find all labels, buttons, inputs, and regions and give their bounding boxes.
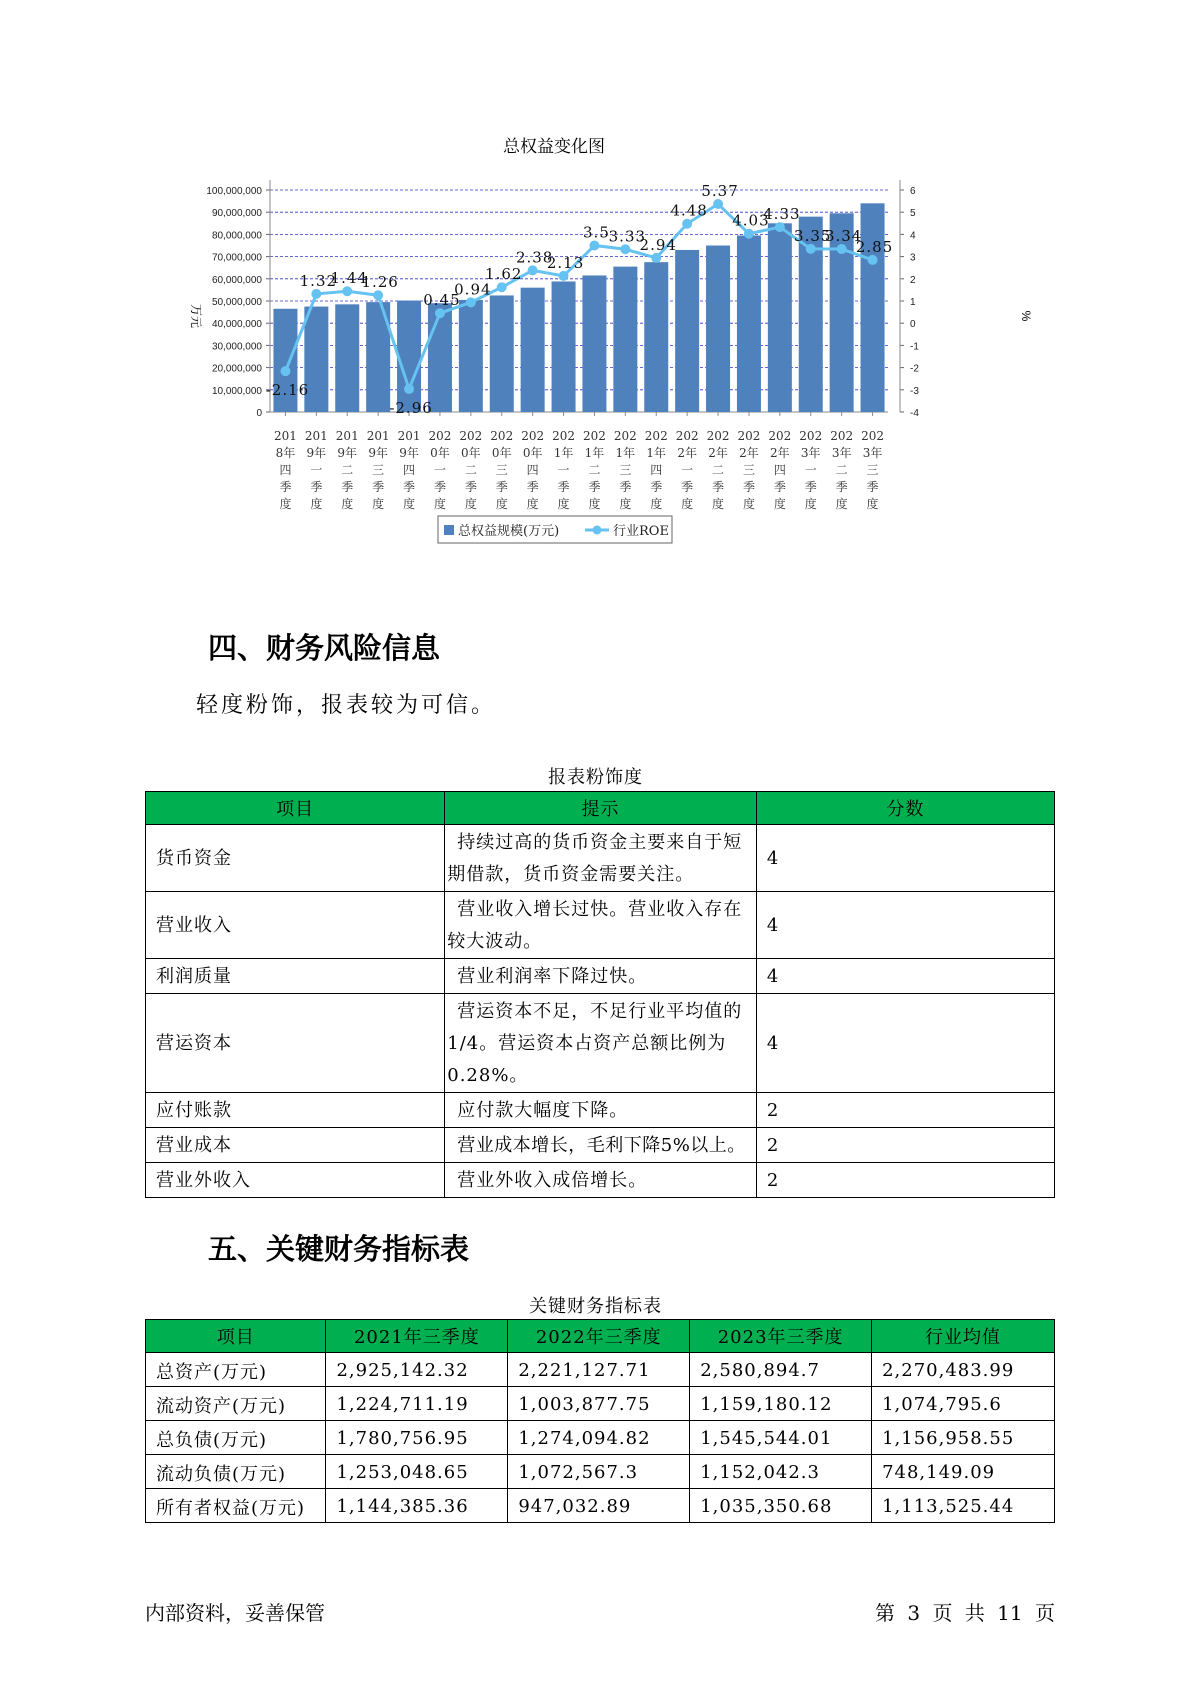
table-row [146, 1163, 1055, 1198]
kpi-table [145, 1319, 1055, 1523]
table-cell: 2,221,127.71 [508, 1353, 690, 1387]
x-tick-label: 0年 [491, 446, 512, 460]
x-tick-label: 202 [768, 429, 792, 443]
roe-point [497, 282, 507, 292]
roe-point [466, 297, 476, 307]
y-left-tick-label: 10,000,000 [211, 385, 262, 397]
table-cell: 748,149.09 [872, 1455, 1055, 1489]
risk-score: 2 [756, 1163, 1054, 1198]
x-tick-label: 202 [861, 429, 885, 443]
x-tick-label: 一 [433, 463, 446, 477]
roe-data-label: 0.94 [454, 280, 492, 299]
x-tick-label: 202 [459, 429, 483, 443]
table-row [146, 959, 1055, 994]
y-right-tick-label: 1 [910, 297, 916, 308]
x-tick-label: 季 [341, 480, 354, 494]
x-tick-label: 度 [773, 497, 786, 511]
x-tick-label: 201 [304, 429, 328, 443]
y-right-tick-label: -3 [910, 385, 919, 397]
x-tick-label: 202 [490, 429, 514, 443]
y-left-axis-title: 万元 [189, 303, 203, 329]
roe-data-label: -2.96 [389, 398, 433, 417]
x-tick-label: 季 [279, 480, 292, 494]
roe-data-label: 3.33 [608, 227, 647, 246]
table-cell: 1,003,877.75 [508, 1387, 690, 1421]
x-tick-label: 度 [279, 497, 292, 511]
table-cell: 总负债(万元) [146, 1421, 326, 1455]
x-tick-label: 度 [433, 497, 446, 511]
table-cell: 流动负债(万元) [146, 1455, 326, 1489]
y-right-axis-title: % [1019, 310, 1033, 322]
x-tick-label: 度 [742, 497, 755, 511]
table-cell: 1,545,544.01 [690, 1421, 872, 1455]
x-tick-label: 202 [706, 429, 730, 443]
column-header: 行业均值 [872, 1320, 1055, 1353]
y-right-tick-label: 2 [910, 274, 916, 286]
x-tick-label: 三 [619, 463, 632, 477]
x-tick-label: 度 [372, 497, 385, 511]
x-tick-label: 三 [866, 463, 879, 477]
x-tick-label: 度 [341, 497, 354, 511]
y-left-tick-label: 0 [256, 408, 262, 419]
x-tick-label: 3年 [800, 446, 821, 460]
bar [706, 246, 730, 413]
footer-confidential: 内部资料，妥善保管 [145, 1601, 325, 1625]
x-tick-label: 四 [650, 463, 663, 477]
x-tick-label: 季 [681, 480, 694, 494]
equity-chart-svg [160, 130, 1033, 600]
chart-title: 总权益变化图 [503, 137, 605, 157]
table-cell: 总资产(万元) [146, 1353, 326, 1387]
table-cell: 2,580,894.7 [690, 1353, 872, 1387]
x-tick-label: 度 [495, 497, 508, 511]
x-tick-label: 1年 [584, 446, 605, 460]
table-cell: 1,156,958.55 [872, 1421, 1055, 1455]
risk-hint: 营业收入增长过快。营业收入存在较大波动。 [445, 892, 757, 959]
x-tick-label: 202 [737, 429, 761, 443]
column-header: 项目 [146, 1320, 326, 1353]
risk-table [145, 791, 1055, 1198]
x-tick-label: 0年 [522, 446, 543, 460]
table-cell: 1,253,048.65 [326, 1455, 508, 1489]
roe-point [682, 219, 692, 229]
bar [552, 281, 576, 412]
table-row [146, 892, 1055, 959]
x-tick-label: 202 [675, 429, 699, 443]
table-cell: 1,035,350.68 [690, 1489, 872, 1523]
bar [335, 304, 359, 412]
table-row [146, 1455, 1055, 1489]
roe-point [806, 244, 816, 254]
roe-point [280, 366, 290, 376]
risk-score: 4 [756, 959, 1054, 994]
x-tick-label: 9年 [399, 446, 419, 460]
table-row [146, 1387, 1055, 1421]
x-tick-label: 季 [464, 480, 477, 494]
x-tick-label: 四 [403, 463, 416, 477]
x-tick-label: 202 [799, 429, 823, 443]
x-tick-label: 9年 [368, 446, 388, 460]
risk-item: 营运资本 [146, 994, 445, 1093]
risk-score: 2 [756, 1128, 1054, 1163]
y-left-tick-label: 20,000,000 [211, 363, 262, 375]
risk-score: 4 [756, 994, 1054, 1093]
table-row [146, 825, 1055, 892]
y-right-tick-label: -1 [910, 341, 919, 353]
table-header-row [146, 792, 1055, 825]
x-tick-label: 201 [335, 429, 359, 443]
x-tick-label: 3年 [862, 446, 883, 460]
roe-point [373, 290, 383, 300]
section4-heading: 四、财务风险信息 [208, 631, 441, 665]
x-tick-label: 2年 [708, 446, 728, 460]
x-tick-label: 季 [495, 480, 508, 494]
x-tick-label: 度 [526, 497, 539, 511]
legend-bar-label: 总权益规模(万元) [458, 524, 560, 539]
x-tick-label: 9年 [337, 446, 358, 460]
y-right-tick-label: 0 [910, 319, 916, 331]
table-header-row [146, 1320, 1055, 1353]
x-tick-label: 202 [830, 429, 854, 443]
y-right-tick-label: 3 [910, 252, 916, 264]
y-right-tick-label: 6 [910, 186, 916, 197]
table-cell: 1,072,567.3 [508, 1455, 690, 1489]
y-left-tick-label: 50,000,000 [211, 297, 262, 308]
column-header: 2023年三季度 [690, 1320, 872, 1353]
table-cell: 1,152,042.3 [690, 1455, 872, 1489]
column-header: 2022年三季度 [508, 1320, 690, 1353]
section5-heading: 五、关键财务指标表 [208, 1232, 470, 1266]
risk-score: 2 [756, 1093, 1054, 1128]
x-tick-label: 季 [588, 480, 601, 494]
x-tick-label: 季 [310, 480, 323, 494]
x-tick-label: 度 [804, 497, 817, 511]
x-tick-label: 201 [273, 429, 297, 443]
risk-hint: 营运资本不足，不足行业平均值的1/4。营运资本占资产总额比例为0.28%。 [445, 994, 757, 1093]
bar [768, 223, 792, 412]
risk-hint: 应付款大幅度下降。 [445, 1093, 757, 1128]
y-left-tick-label: 70,000,000 [211, 252, 262, 264]
y-right-tick-label: -2 [910, 363, 919, 375]
roe-data-label: 0.45 [423, 291, 461, 310]
x-tick-label: 二 [712, 463, 725, 477]
x-tick-label: 度 [866, 497, 879, 511]
table-cell: 2,925,142.32 [326, 1353, 508, 1387]
x-tick-label: 四 [279, 463, 292, 477]
column-header: 2021年三季度 [326, 1320, 508, 1353]
x-tick-label: 1年 [646, 446, 667, 460]
equity-chart [160, 130, 1033, 600]
table-row [146, 1128, 1055, 1163]
risk-item: 利润质量 [146, 959, 445, 994]
x-tick-label: 度 [403, 497, 416, 511]
y-left-tick-label: 90,000,000 [211, 208, 262, 220]
risk-summary: 轻度粉饰，报表较为可信。 [196, 693, 497, 718]
column-header: 分数 [756, 792, 1054, 825]
y-right-tick-label: 5 [910, 208, 916, 220]
table-row [146, 1421, 1055, 1455]
table-cell: 1,113,525.44 [872, 1489, 1055, 1523]
table-cell: 1,144,385.36 [326, 1489, 508, 1523]
roe-data-label: 1.32 [299, 271, 338, 290]
roe-data-label: 1.62 [485, 265, 523, 284]
y-left-tick-label: 30,000,000 [211, 341, 262, 353]
risk-score: 4 [756, 892, 1054, 959]
roe-data-label: 3.35 [794, 226, 832, 245]
table-cell: 所有者权益(万元) [146, 1489, 326, 1523]
roe-data-label: 2.85 [855, 237, 894, 256]
x-tick-label: 202 [582, 429, 606, 443]
x-tick-label: 2年 [770, 446, 790, 460]
roe-point [342, 286, 352, 296]
roe-point [620, 244, 630, 254]
legend-line-label: 行业ROE [613, 524, 669, 539]
x-tick-label: 3年 [831, 446, 852, 460]
x-tick-label: 度 [464, 497, 477, 511]
footer-page-number: 第 3 页 共 11 页 [875, 1601, 1055, 1625]
x-tick-label: 二 [464, 463, 477, 477]
table-cell: 流动资产(万元) [146, 1387, 326, 1421]
roe-point [589, 241, 599, 251]
table-cell: 1,159,180.12 [690, 1387, 872, 1421]
x-tick-label: 季 [403, 480, 416, 494]
x-tick-label: 三 [742, 463, 755, 477]
table-cell: 947,032.89 [508, 1489, 690, 1523]
y-left-tick-label: 40,000,000 [211, 319, 262, 331]
risk-item: 货币资金 [146, 825, 445, 892]
x-tick-label: 度 [650, 497, 663, 511]
x-tick-label: 202 [428, 429, 452, 443]
roe-data-label: 2.13 [546, 253, 585, 272]
x-tick-label: 202 [644, 429, 668, 443]
roe-point [713, 199, 723, 209]
x-tick-label: 三 [495, 463, 508, 477]
table-cell: 1,224,711.19 [326, 1387, 508, 1421]
risk-hint: 持续过高的货币资金主要来自于短期借款，货币资金需要关注。 [445, 825, 757, 892]
roe-point [651, 253, 661, 263]
roe-data-label: 4.33 [763, 205, 801, 224]
x-tick-label: 季 [526, 480, 539, 494]
x-tick-label: 9年 [306, 446, 327, 460]
table-row [146, 1489, 1055, 1523]
roe-data-label: 5.37 [701, 181, 739, 200]
x-tick-label: 季 [712, 480, 725, 494]
x-tick-label: 二 [835, 463, 848, 477]
risk-hint: 营业利润率下降过快。 [445, 959, 757, 994]
roe-point [435, 308, 445, 318]
roe-data-label: 4.03 [732, 211, 770, 230]
table-cell: 1,074,795.6 [872, 1387, 1055, 1421]
x-tick-label: 四 [773, 463, 786, 477]
table-cell: 1,274,094.82 [508, 1421, 690, 1455]
roe-data-label: 1.26 [361, 273, 399, 292]
table-cell: 1,780,756.95 [326, 1421, 508, 1455]
x-tick-label: 度 [588, 497, 601, 511]
x-tick-label: 季 [804, 480, 817, 494]
risk-item: 应付账款 [146, 1093, 445, 1128]
roe-point [868, 255, 878, 265]
y-right-tick-label: 4 [910, 230, 916, 242]
x-tick-label: 0年 [430, 446, 450, 460]
x-tick-label: 2年 [677, 446, 697, 460]
bar [613, 267, 637, 412]
roe-point [775, 222, 785, 232]
x-tick-label: 季 [372, 480, 385, 494]
x-tick-label: 201 [366, 429, 390, 443]
roe-data-label: 3.34 [824, 227, 863, 246]
x-tick-label: 度 [619, 497, 632, 511]
risk-hint: 营业外收入成倍增长。 [445, 1163, 757, 1198]
x-tick-label: 度 [310, 497, 323, 511]
x-tick-label: 一 [681, 463, 694, 477]
x-tick-label: 一 [557, 463, 570, 477]
bar [459, 300, 483, 412]
x-tick-label: 二 [588, 463, 601, 477]
bar [644, 262, 668, 412]
y-right-tick-label: -4 [910, 408, 919, 419]
x-tick-label: 季 [866, 480, 879, 494]
risk-item: 营业收入 [146, 892, 445, 959]
table-cell: 2,270,483.99 [872, 1353, 1055, 1387]
roe-point [311, 289, 321, 299]
bar [428, 303, 452, 412]
x-tick-label: 一 [310, 463, 323, 477]
x-tick-label: 202 [521, 429, 545, 443]
x-tick-label: 8年 [275, 446, 296, 460]
risk-hint: 营业成本增长，毛利下降5%以上。 [445, 1128, 757, 1163]
x-tick-label: 202 [552, 429, 576, 443]
x-tick-label: 季 [557, 480, 570, 494]
x-tick-label: 度 [712, 497, 725, 511]
x-tick-label: 四 [526, 463, 539, 477]
bar [737, 236, 761, 412]
risk-item: 营业成本 [146, 1128, 445, 1163]
legend-line-marker [593, 526, 602, 535]
x-tick-label: 202 [613, 429, 637, 443]
risk-item: 营业外收入 [146, 1163, 445, 1198]
roe-point [404, 384, 414, 394]
roe-point [837, 244, 847, 254]
bar [582, 275, 606, 412]
x-tick-label: 一 [804, 463, 817, 477]
y-left-tick-label: 80,000,000 [211, 230, 262, 242]
roe-data-label: 4.48 [670, 201, 708, 220]
risk-score: 4 [756, 825, 1054, 892]
x-tick-label: 度 [557, 497, 570, 511]
x-tick-label: 度 [681, 497, 694, 511]
x-tick-label: 季 [742, 480, 755, 494]
y-left-tick-label: 100,000,000 [206, 186, 262, 197]
roe-point [528, 265, 538, 275]
table-row [146, 1093, 1055, 1128]
risk-table-caption: 报表粉饰度 [548, 767, 643, 788]
roe-data-label: 2.38 [515, 248, 554, 267]
x-tick-label: 季 [835, 480, 848, 494]
roe-data-label: 2.94 [639, 235, 677, 254]
y-left-tick-label: 60,000,000 [211, 274, 262, 286]
x-tick-label: 季 [773, 480, 786, 494]
x-tick-label: 季 [619, 480, 632, 494]
legend-bar-swatch [444, 525, 454, 535]
roe-data-label: -2.16 [265, 381, 310, 400]
kpi-table-caption: 关键财务指标表 [529, 1296, 662, 1317]
bar [861, 203, 885, 412]
table-row [146, 1353, 1055, 1387]
roe-data-label: 1.44 [330, 269, 368, 288]
bar [521, 288, 545, 412]
x-tick-label: 二 [341, 463, 354, 477]
x-tick-label: 1年 [553, 446, 574, 460]
x-tick-label: 0年 [461, 446, 481, 460]
bar [490, 295, 514, 412]
x-tick-label: 三 [372, 463, 385, 477]
bar [675, 250, 699, 412]
x-tick-label: 季 [650, 480, 663, 494]
x-tick-label: 度 [835, 497, 848, 511]
x-tick-label: 季 [433, 480, 446, 494]
x-tick-label: 1年 [615, 446, 636, 460]
column-header: 项目 [146, 792, 445, 825]
roe-data-label: 3.5 [583, 223, 610, 242]
table-row [146, 994, 1055, 1093]
bar [397, 301, 421, 412]
roe-point [559, 271, 569, 281]
x-tick-label: 201 [397, 429, 421, 443]
x-tick-label: 2年 [739, 446, 759, 460]
roe-point [744, 229, 754, 239]
column-header: 提示 [445, 792, 757, 825]
